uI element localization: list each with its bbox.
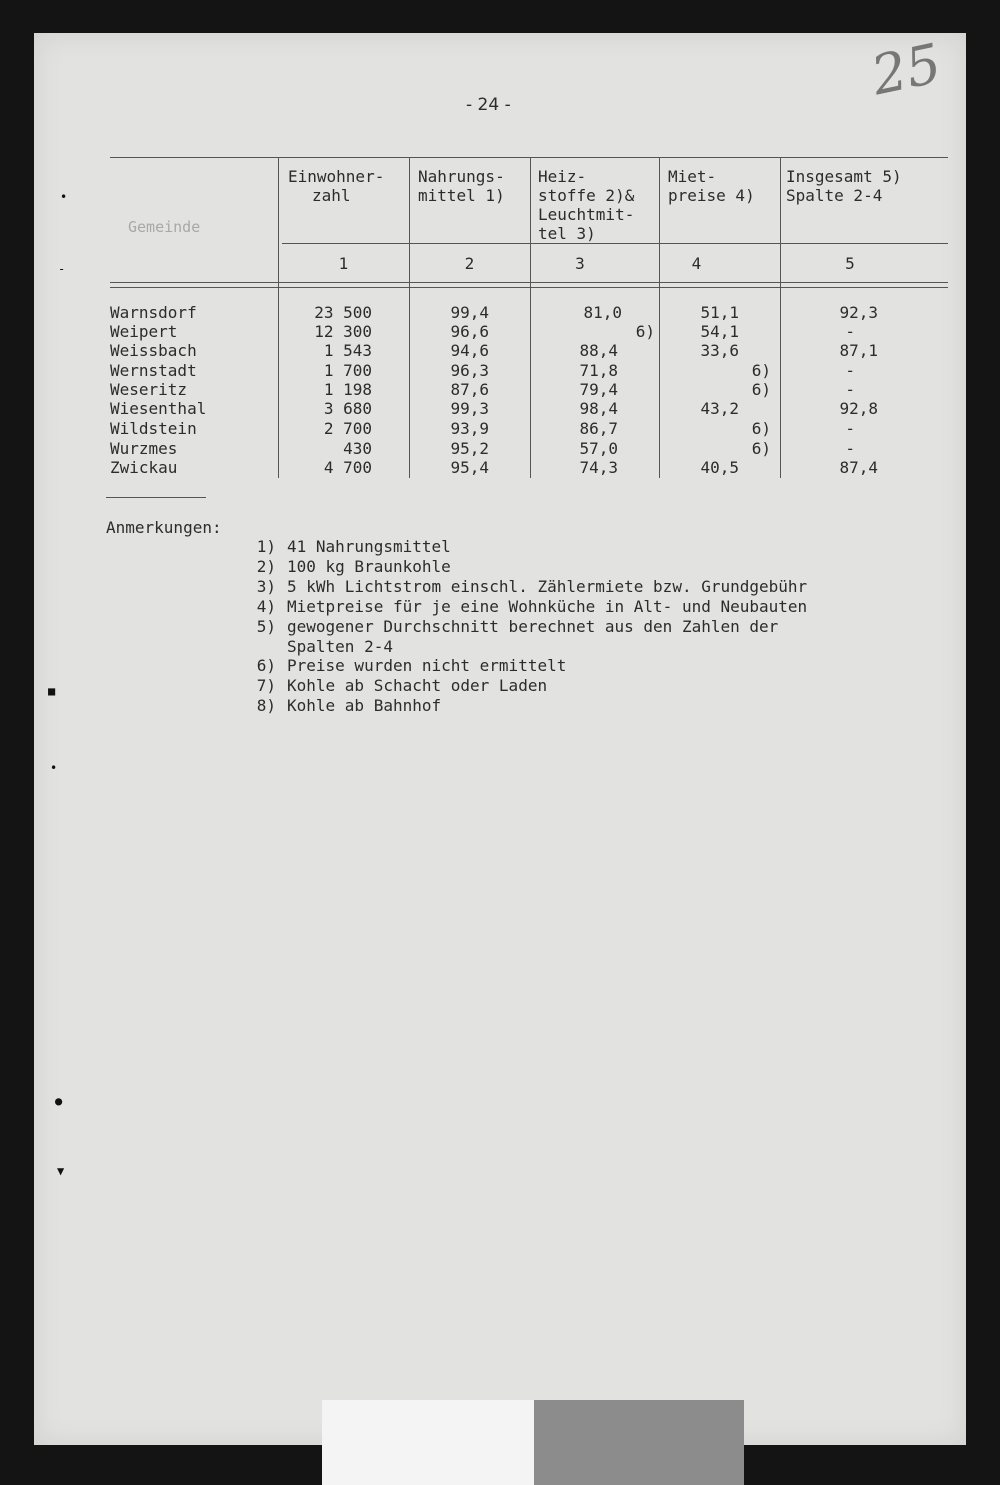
- note-number: 3): [256, 577, 276, 596]
- cell-miet: 40,5: [700, 458, 739, 477]
- binder-mark: -: [58, 262, 66, 276]
- header-col2-line2: mittel 1): [418, 186, 505, 205]
- column-number-1: 1: [338, 254, 349, 273]
- notes-title: Anmerkungen:: [106, 518, 222, 537]
- header-col4-line1: Miet-: [668, 167, 717, 186]
- cell-nahrung: 96,3: [450, 361, 489, 380]
- cell-insgesamt: -: [845, 439, 855, 458]
- binder-mark: •: [50, 761, 58, 775]
- cell-einwohner: 1 543: [323, 341, 372, 360]
- cell-nahrung: 93,9: [450, 419, 489, 438]
- cell-heiz: 71,8: [579, 361, 618, 380]
- header-col3-line3: Leuchtmit-: [538, 205, 635, 224]
- note-text: Spalten 2-4: [287, 637, 393, 656]
- note-number: 5): [256, 617, 276, 636]
- cell-einwohner: 12 300: [314, 322, 372, 341]
- note-text: gewogener Durchschnitt berechnet aus den Zahlen der: [287, 617, 779, 636]
- cell-gemeinde: Wildstein: [110, 419, 197, 438]
- binder-mark: ■: [48, 684, 56, 698]
- strip-gray-patch: [534, 1400, 744, 1485]
- cell-nahrung: 99,3: [450, 399, 489, 418]
- header-col1-line1: Einwohner-: [288, 167, 385, 186]
- note-text: Preise wurden nicht ermittelt: [287, 656, 567, 675]
- cell-nahrung: 96,6: [450, 322, 489, 341]
- table-top-rule: [110, 157, 948, 158]
- note-number: 7): [256, 676, 276, 695]
- note-number: 4): [256, 597, 276, 616]
- cell-gemeinde: Wernstadt: [110, 361, 197, 380]
- cell-insgesamt: -: [845, 322, 855, 341]
- cell-nahrung: 95,2: [450, 439, 489, 458]
- column-number-4: 4: [691, 254, 702, 273]
- binder-mark: •: [60, 190, 68, 204]
- header-col3-line4: tel 3): [538, 224, 596, 243]
- cell-einwohner: 23 500: [314, 303, 372, 322]
- note-number: 2): [256, 557, 276, 576]
- cell-gemeinde: Wiesenthal: [110, 399, 207, 418]
- cell-miet: 43,2: [700, 399, 739, 418]
- cell-gemeinde: Weissbach: [110, 341, 197, 360]
- binder-mark: ▼: [57, 1164, 65, 1178]
- cell-miet: 6): [751, 419, 771, 438]
- cell-nahrung: 99,4: [450, 303, 489, 322]
- cell-einwohner: 430: [343, 439, 372, 458]
- cell-miet: 33,6: [700, 341, 739, 360]
- header-col4-line2: preise 4): [668, 186, 755, 205]
- cell-insgesamt: -: [845, 419, 855, 438]
- cell-insgesamt: 92,3: [839, 303, 878, 322]
- cell-insgesamt: 87,1: [839, 341, 878, 360]
- cell-einwohner: 2 700: [323, 419, 372, 438]
- header-col3-line1: Heiz-: [538, 167, 587, 186]
- cell-einwohner: 3 680: [323, 399, 372, 418]
- header-col3-line2: stoffe 2)&: [538, 186, 635, 205]
- header-bottom-rule: [110, 282, 948, 283]
- note-text: Kohle ab Schacht oder Laden: [287, 676, 548, 695]
- document-page: [34, 33, 966, 1445]
- column-number-3: 3: [575, 254, 585, 273]
- cell-heiz: 57,0: [579, 439, 618, 458]
- cell-miet: 6): [751, 380, 771, 399]
- note-number: 8): [256, 696, 276, 715]
- cell-nahrung: 87,6: [450, 380, 489, 399]
- header-inner-rule: [282, 243, 948, 244]
- cell-heiz: 88,4: [579, 341, 618, 360]
- note-text: 41 Nahrungsmittel: [287, 537, 451, 556]
- cell-einwohner: 1 198: [323, 380, 372, 399]
- handwritten-page-number: 25: [866, 31, 947, 108]
- cell-heiz: 74,3: [579, 458, 618, 477]
- cell-nahrung: 94,6: [450, 341, 489, 360]
- column-number-5: 5: [845, 254, 855, 273]
- cell-insgesamt: 87,4: [839, 458, 878, 477]
- strip-white-patch: [322, 1400, 534, 1485]
- note-text: 100 kg Braunkohle: [287, 557, 451, 576]
- cell-nahrung: 95,4: [450, 458, 489, 477]
- header-col5-line2: Spalte 2-4: [786, 186, 883, 205]
- header-gemeinde: Gemeinde: [128, 218, 201, 236]
- header-bottom-rule-2: [110, 287, 948, 288]
- column-number-2: 2: [464, 254, 475, 273]
- cell-gemeinde: Weipert: [110, 322, 178, 341]
- cell-heiz: 98,4: [579, 399, 618, 418]
- col-divider-1: [278, 157, 279, 478]
- cell-gemeinde: Wurzmes: [110, 439, 178, 458]
- cell-insgesamt: -: [845, 361, 855, 380]
- cell-heiz: 79,4: [579, 380, 618, 399]
- scan-calibration-strip: [322, 1400, 744, 1485]
- note-text: Mietpreise für je eine Wohnküche in Alt- und Neubauten: [287, 597, 808, 616]
- note-number: 1): [256, 537, 276, 556]
- note-text: 5 kWh Lichtstrom einschl. Zählermiete bzw. Grundgebühr: [287, 577, 808, 596]
- cell-heiz: 81,0: [583, 303, 622, 322]
- cell-miet: 54,1: [700, 322, 739, 341]
- cell-heiz: 6): [635, 322, 655, 341]
- header-col5-line1: Insgesamt 5): [786, 167, 902, 186]
- cell-heiz: 86,7: [579, 419, 618, 438]
- cell-einwohner: 1 700: [323, 361, 372, 380]
- notes-separator: [106, 497, 206, 498]
- cell-einwohner: 4 700: [323, 458, 372, 477]
- header-col2-line1: Nahrungs-: [418, 167, 505, 186]
- cell-gemeinde: Weseritz: [110, 380, 188, 399]
- note-number: 6): [256, 656, 276, 675]
- cell-gemeinde: Zwickau: [110, 458, 178, 477]
- cell-miet: 51,1: [700, 303, 739, 322]
- binder-mark: ●: [55, 1094, 63, 1108]
- cell-insgesamt: -: [845, 380, 855, 399]
- cell-gemeinde: Warnsdorf: [110, 303, 197, 322]
- cell-miet: 6): [751, 361, 771, 380]
- cell-miet: 6): [751, 439, 771, 458]
- header-col1-line2: zahl: [312, 186, 351, 205]
- page-number: - 24 -: [466, 95, 511, 115]
- cell-insgesamt: 92,8: [839, 399, 878, 418]
- note-text: Kohle ab Bahnhof: [287, 696, 442, 715]
